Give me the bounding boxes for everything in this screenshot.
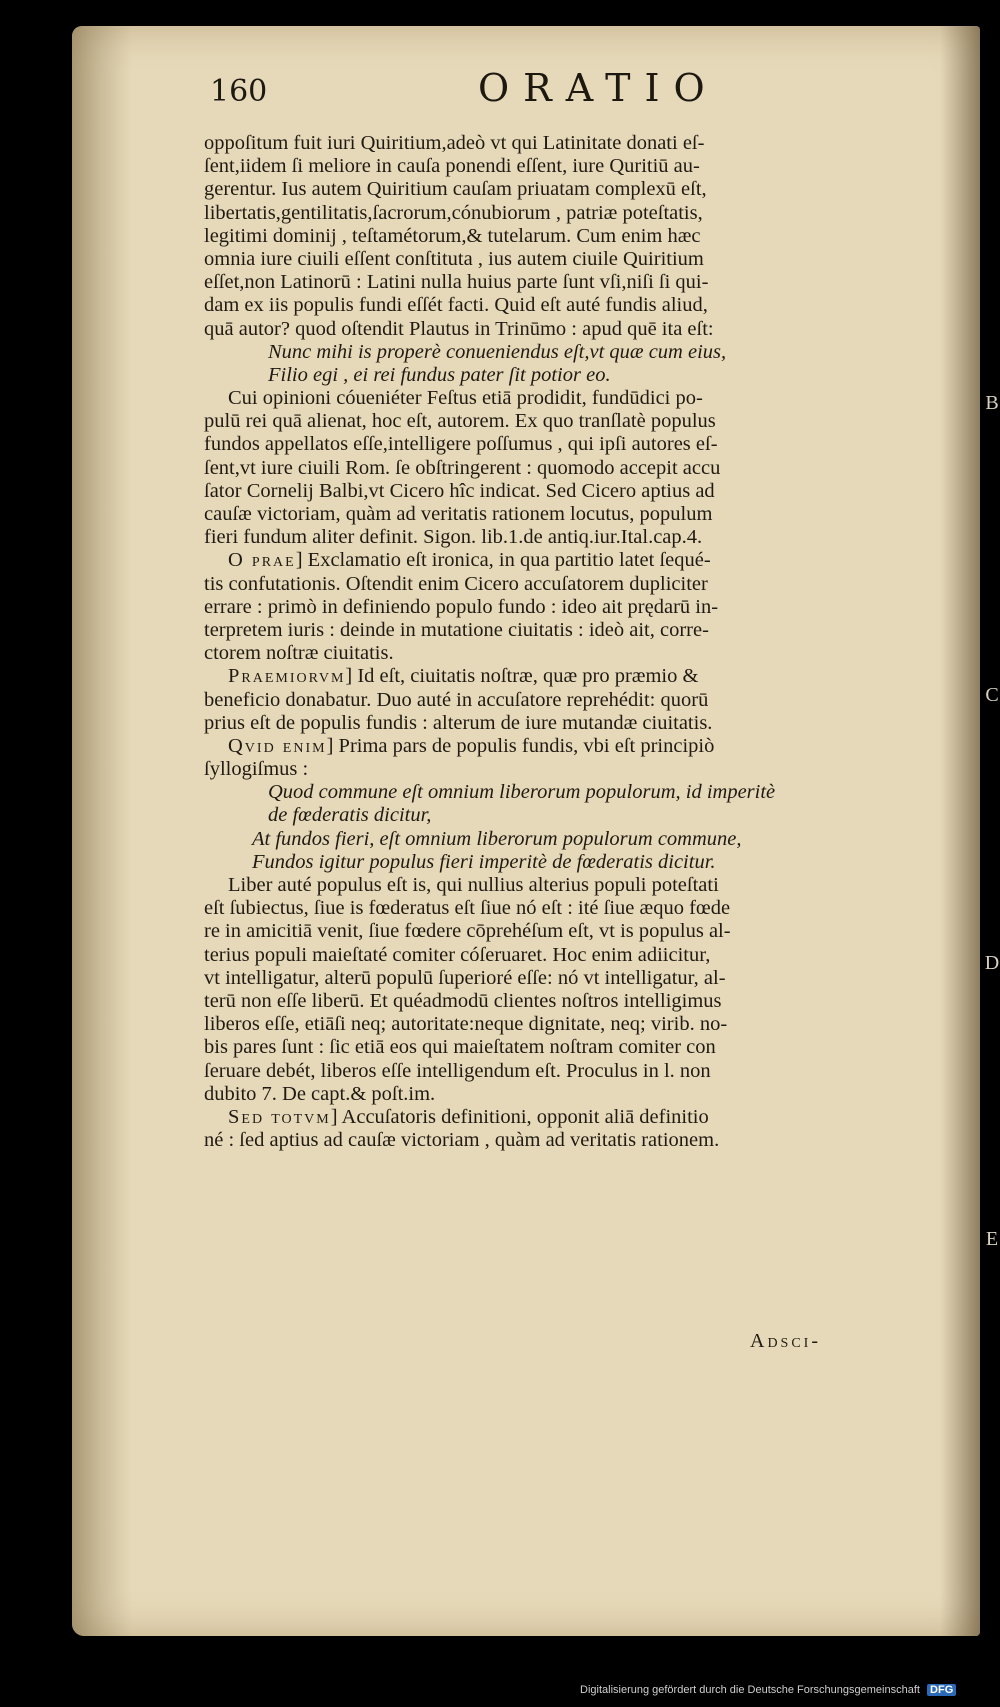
line-text: dam ex iis populis fundi eſſét facti. Quid eſt auté fundis aliud, [204, 294, 708, 317]
text-line [204, 874, 852, 897]
text-line [204, 944, 852, 967]
line-text: gerentur. Ius autem Quiritium cauſam priuatam complexū eſt, [204, 178, 707, 201]
text-line [204, 897, 852, 920]
page-number: 160 [210, 74, 268, 109]
line-text: ctorem noſtræ ciuitatis. [204, 642, 394, 665]
text-line [204, 225, 852, 248]
line-text: Fundos igitur populus fieri imperitè de fœderatis dicitur. [252, 850, 716, 873]
text-line [204, 549, 852, 572]
line-text: Nunc mihi is properè conueniendus eſt,vt quæ cum eius, [268, 340, 727, 363]
text-line [204, 689, 852, 712]
line-text: fieri fundum aliter definit. Sigon. lib.1.de antiq.iur.Ital.cap.4. [204, 526, 703, 549]
text-line [204, 1083, 852, 1106]
line-text: terius populi maieſtaté comiter cóſeruaret. Hoc enim adiicitur, [204, 943, 711, 966]
line-text: errare : primò in definiendo populo fundo : ideo ait prędarū in- [204, 595, 719, 618]
margin-letter-c: C [985, 684, 999, 706]
line-text: ] Id eſt, ciuitatis noſtræ, quæ pro præmio & [345, 665, 699, 688]
margin-letter-b: B [985, 392, 999, 414]
text-line [204, 851, 852, 874]
line-text: Liber auté populus eſt is, qui nullius alterius populi poteſtati [228, 874, 719, 896]
line-text: ſent,vt iure ciuili Rom. ſe obſtringerent : quomodo accepit accu [204, 456, 721, 479]
line-text: tis confutationis. Oſtendit enim Cicero accuſatorem dupliciter [204, 572, 708, 595]
line-text: ] Prima pars de populis fundis, vbi eſt principiò [326, 734, 715, 757]
line-text: ſeruare debét, liberos eſſe intelligendum eſt. Proculus in l. non [204, 1059, 711, 1082]
text-line [204, 318, 852, 341]
body-text [204, 132, 852, 1152]
lemma: Praemiorvm [228, 665, 346, 688]
line-text: eſſet,non Latinorū : Latini nulla huius parte ſunt vſi,niſi ſi qui- [204, 271, 709, 294]
text-line [204, 341, 852, 364]
line-text: terū non eſſe liberū. Et quéadmodū clientes noſtros intelligimus [204, 989, 722, 1012]
text-line [204, 271, 852, 294]
page-header [210, 66, 850, 126]
text-line [204, 364, 852, 387]
lemma: O prae [228, 549, 296, 572]
lemma: Qvid enim [228, 734, 327, 757]
text-line [204, 665, 852, 688]
text-line [204, 1060, 852, 1083]
line-text: dubito 7. De capt.& poſt.im. [204, 1082, 436, 1105]
line-text: prius eſt de populis fundis : alterum de iure mutandæ ciuitatis. [204, 711, 713, 734]
line-text: de fœderatis dicitur, [268, 804, 432, 827]
text-line [204, 828, 852, 851]
text-line [204, 526, 852, 549]
catchword: Adsci- [750, 1330, 821, 1352]
line-text: eſt ſubiectus, ſiue is fœderatus eſt ſiue nó eſt : ité ſiue æquo fœde [204, 897, 731, 920]
running-head: ORATIO [478, 66, 719, 110]
line-text: ] Accuſatoris definitioni, opponit aliā definitio [330, 1105, 709, 1128]
text-line [204, 433, 852, 456]
line-text: ſent,iidem ſi meliore in cauſa ponendi eſſent, iure Quritiū au- [204, 155, 700, 178]
text-line [204, 735, 852, 758]
text-line [204, 202, 852, 225]
text-line [204, 1106, 852, 1129]
digitization-footer [580, 1684, 956, 1696]
line-text: Cui opinioni cóueniéter Feſtus etiā prodidit, fundūdici po- [228, 387, 703, 410]
text-line [204, 712, 852, 735]
text-line [204, 920, 852, 943]
line-text: pulū rei quā alienat, hoc eſt, autorem. Ex quo tranſlatè populus [204, 410, 716, 433]
text-line [204, 967, 852, 990]
line-text: cauſæ victoriam, quàm ad veritatis rationem locutus, populum [204, 503, 713, 525]
text-line [204, 155, 852, 178]
text-line [204, 503, 852, 526]
line-text: né : ſed aptius ad cauſæ victoriam , quàm ad veritatis rationem. [204, 1129, 720, 1152]
line-text: ſator Cornelij Balbi,vt Cicero hîc indicat. Sed Cicero aptius ad [204, 479, 715, 502]
text-line [204, 294, 852, 317]
line-text: quā autor? quod oſtendit Plautus in Trinūmo : apud quē ita eſt: [204, 317, 714, 340]
text-line [204, 781, 852, 804]
text-line [204, 457, 852, 480]
text-line [204, 758, 852, 781]
line-text: bis pares ſunt : ſic etiā eos qui maieſtatem noſtram comiter con [204, 1036, 716, 1059]
text-line [204, 248, 852, 271]
text-line [204, 596, 852, 619]
text-line [204, 573, 852, 596]
text-line [204, 990, 852, 1013]
text-line [204, 804, 852, 827]
text-line [204, 1129, 852, 1152]
line-text: re in amicitiā venit, ſiue fœdere cōprehéſum eſt, vt is populus al- [204, 920, 731, 943]
footer-text: Digitalisierung gefördert durch die Deutsche Forschungsgemeinschaft [580, 1684, 920, 1696]
line-text: Filio egi , ei rei fundus pater ſit potior eo. [268, 363, 611, 386]
text-line [204, 132, 852, 155]
line-text: terpretem iuris : deinde in mutatione ciuitatis : ideò ait, corre- [204, 618, 709, 641]
text-line [204, 642, 852, 665]
line-text: At fundos fieri, eſt omnium liberorum populorum commune, [252, 827, 742, 850]
line-text: legitimi dominij , teſtamétorum,& tutelarum. Cum enim hæc [204, 224, 701, 247]
line-text: oppoſitum fuit iuri Quiritium,adeò vt qui Latinitate donati eſ- [204, 132, 705, 154]
line-text: vt intelligatur, alterū populū ſuperioré eſſe: nó vt intelligatur, al- [204, 966, 726, 989]
lemma: Sed totvm [228, 1105, 331, 1128]
text-line [204, 387, 852, 410]
line-text: libertatis,gentilitatis,ſacrorum,cónubiorum , patriæ poteſtatis, [204, 201, 703, 224]
line-text: Quod commune eſt omnium liberorum populorum, id imperitè [268, 781, 776, 804]
line-text: omnia iure ciuili eſſent conſtituta , ius autem ciuile Quiritium [204, 247, 704, 270]
line-text: fundos appellatos eſſe,intelligere poſſumus , qui ipſi autores eſ- [204, 433, 718, 456]
line-text: liberos eſſe, etiāſi neq; autoritate:neque dignitate, neq; virib. no- [204, 1013, 728, 1036]
line-text: beneficio donabatur. Duo auté in accuſatore reprehédit: quorū [204, 688, 709, 711]
line-text: ] Exclamatio eſt ironica, in qua partitio latet ſequé- [295, 549, 711, 572]
text-line [204, 410, 852, 433]
margin-letter-d: D [984, 952, 1000, 974]
line-text: ſyllogiſmus : [204, 758, 309, 781]
text-line [204, 1036, 852, 1059]
text-line [204, 619, 852, 642]
dfg-logo: DFG [927, 1684, 956, 1696]
margin-letter-e: E [985, 1228, 999, 1250]
text-line [204, 178, 852, 201]
text-line [204, 480, 852, 503]
text-line [204, 1013, 852, 1036]
